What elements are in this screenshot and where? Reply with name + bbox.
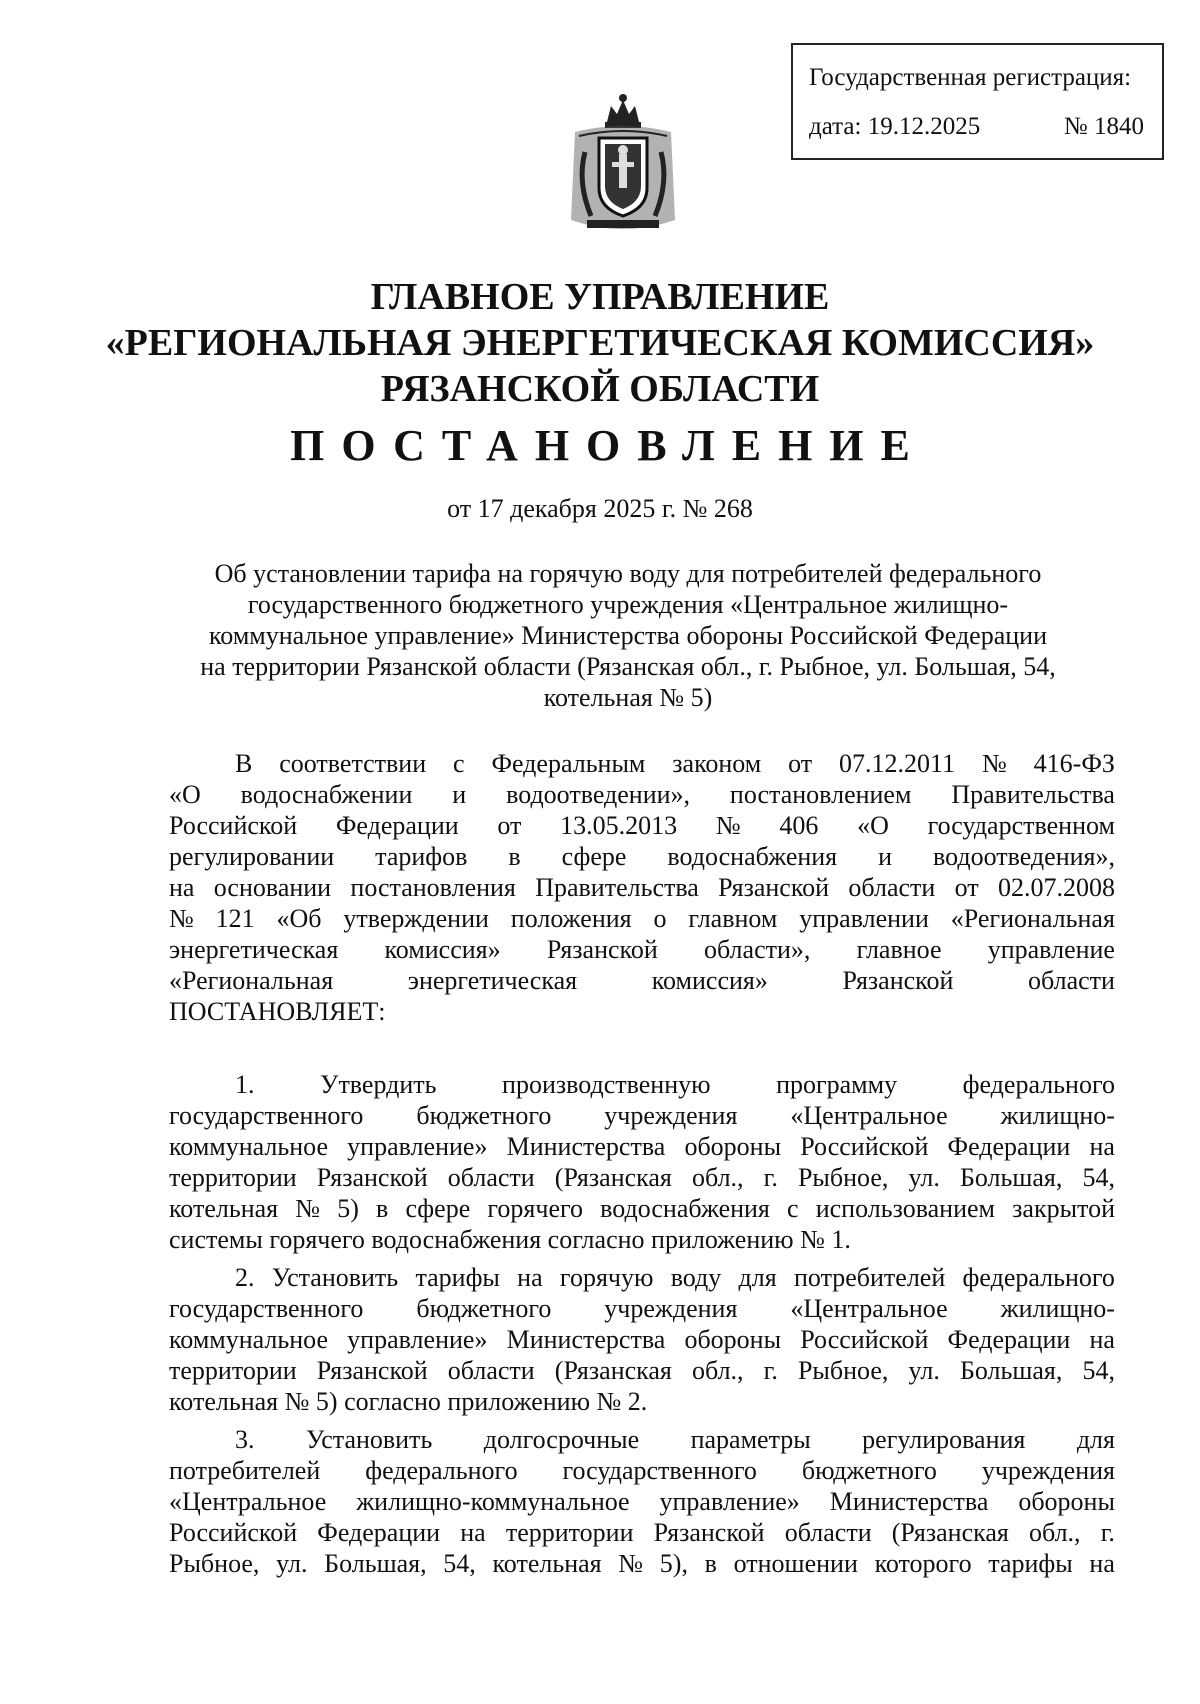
- word: постановлением: [729, 780, 912, 809]
- document-subject: [150, 558, 1106, 713]
- preamble-resolves: ПОСТАНОВЛЯЕТ:: [169, 997, 386, 1026]
- registration-number: № 1840: [1063, 113, 1144, 140]
- word: положения: [510, 904, 632, 933]
- word: ул.: [908, 1163, 940, 1192]
- word: жилищно-: [1000, 1101, 1115, 1130]
- word: от: [497, 811, 522, 840]
- word: которого: [874, 1549, 972, 1578]
- word: Большая,: [324, 1549, 427, 1578]
- word: обл.,: [691, 1163, 744, 1192]
- word: 2.: [235, 1263, 255, 1292]
- word: Правительства: [951, 780, 1115, 809]
- word: 406: [779, 811, 819, 840]
- word: параметры: [690, 1425, 811, 1454]
- word: «О: [857, 811, 889, 840]
- subject-line: коммунальное управление» Министерства обороны Российской Федерации: [209, 621, 1047, 650]
- word: использованием: [815, 1194, 995, 1223]
- word: Установить: [305, 1425, 433, 1454]
- registration-date: дата: 19.12.2025: [809, 113, 981, 140]
- word: в: [704, 1549, 717, 1578]
- word: территории: [505, 1518, 634, 1547]
- word: регулирования: [862, 1425, 1026, 1454]
- item-line: [169, 1293, 1115, 1324]
- item-line: [235, 1262, 1115, 1293]
- word: сфере: [405, 1194, 471, 1223]
- word: о: [653, 904, 667, 933]
- item-line: [169, 1355, 1115, 1386]
- preamble-line: [169, 965, 1115, 996]
- word: с: [787, 1194, 799, 1223]
- word: 5),: [659, 1549, 688, 1578]
- word: (Рязанская: [554, 1163, 672, 1192]
- word: 3.: [235, 1425, 255, 1454]
- word: «Региональная: [950, 904, 1115, 933]
- word: №: [981, 749, 1007, 778]
- item-line: [235, 1424, 1115, 1455]
- word: «Региональная: [169, 966, 334, 995]
- word: потребителей: [794, 1263, 946, 1292]
- word: Федеральным: [491, 749, 646, 778]
- preamble-line: [169, 872, 1115, 903]
- item-line: котельная № 5) согласно приложению № 2.: [169, 1387, 648, 1416]
- word: «Центральное: [790, 1101, 948, 1130]
- word: управление»: [347, 1325, 488, 1354]
- word: Рязанской: [316, 1356, 428, 1385]
- word: бюджетного: [416, 1101, 552, 1130]
- word: Российской: [169, 1518, 298, 1547]
- word: программу: [776, 1070, 898, 1099]
- word: области: [1028, 966, 1115, 995]
- word: территории: [169, 1163, 297, 1192]
- word: Рязанской: [653, 1518, 765, 1547]
- item-line: [169, 1100, 1115, 1131]
- word: энергетическая: [407, 966, 578, 995]
- word: соответствии: [279, 749, 427, 778]
- word: Российской: [800, 1325, 929, 1354]
- word: Федерации: [947, 1325, 1071, 1354]
- word: главном: [688, 904, 778, 933]
- word: г.: [763, 1163, 778, 1192]
- word: для: [738, 1263, 777, 1292]
- word: 07.12.2011: [839, 749, 956, 778]
- word: 54,: [443, 1549, 476, 1578]
- word: водоснабжении: [240, 780, 413, 809]
- word: области: [447, 1356, 535, 1385]
- word: жилищно-: [1000, 1294, 1115, 1323]
- word: с: [453, 749, 465, 778]
- word: №: [295, 1194, 321, 1223]
- word: учреждения: [981, 1456, 1115, 1485]
- word: (Рязанская: [554, 1356, 672, 1385]
- item-line: [169, 1517, 1115, 1548]
- word: «Центральное: [790, 1294, 948, 1323]
- word: государственного: [562, 1456, 757, 1485]
- word: Утвердить: [320, 1070, 437, 1099]
- word: Установить: [271, 1263, 399, 1292]
- word: жилищно-коммунальное: [356, 1487, 630, 1516]
- word: закрытой: [1012, 1194, 1115, 1223]
- word: на: [460, 1518, 486, 1547]
- word: сфере: [561, 842, 627, 871]
- word: от: [788, 749, 813, 778]
- word: для: [1076, 1425, 1115, 1454]
- agency-name-line1: ГЛАВНОЕ УПРАВЛЕНИЕ: [370, 276, 830, 318]
- registration-title: Государственная регистрация:: [809, 64, 1132, 91]
- preamble-line: [169, 779, 1115, 810]
- word: государственного: [169, 1101, 364, 1130]
- word: 5): [337, 1194, 359, 1223]
- word: 54,: [1082, 1356, 1115, 1385]
- word: управление»: [659, 1487, 800, 1516]
- word: Федерации: [335, 811, 459, 840]
- word: законом: [672, 749, 762, 778]
- word: области»,: [703, 935, 811, 964]
- word: Большая,: [959, 1163, 1063, 1192]
- word: котельная: [169, 1194, 279, 1223]
- word: Большая,: [959, 1356, 1063, 1385]
- word: тарифы: [415, 1263, 500, 1292]
- word: ул.: [908, 1356, 940, 1385]
- item-line: [235, 1069, 1115, 1100]
- item-line: [169, 1162, 1115, 1193]
- word: 416-ФЗ: [1033, 749, 1115, 778]
- subject-line: котельная № 5): [543, 683, 713, 712]
- word: г.: [763, 1356, 778, 1385]
- word: В: [235, 749, 253, 778]
- preamble-line: [169, 934, 1115, 965]
- word: на: [1089, 1132, 1115, 1161]
- word: Российской: [169, 811, 298, 840]
- word: федерального: [365, 1456, 518, 1485]
- item-line: [169, 1131, 1115, 1162]
- word: Министерства: [829, 1487, 989, 1516]
- word: регулировании: [169, 842, 335, 871]
- agency-name-line3: РЯЗАНСКОЙ ОБЛАСТИ: [380, 368, 820, 410]
- word: на: [1089, 1549, 1115, 1578]
- word: учреждения: [604, 1294, 738, 1323]
- word: в: [376, 1194, 389, 1223]
- word: водоснабжения: [667, 842, 838, 871]
- word: 13.05.2013: [560, 811, 678, 840]
- item-line: [169, 1486, 1115, 1517]
- item-line: [169, 1193, 1115, 1224]
- word: и: [878, 842, 893, 871]
- word: Рязанской: [842, 966, 954, 995]
- word: ул.: [276, 1549, 308, 1578]
- word: потребителей: [169, 1456, 321, 1485]
- word: бюджетного: [801, 1456, 937, 1485]
- word: федерального: [962, 1263, 1115, 1292]
- word: тарифов: [375, 842, 468, 871]
- preamble-line: [169, 903, 1115, 934]
- word: воду: [670, 1263, 722, 1292]
- word: «Центральное: [169, 1487, 327, 1516]
- item-line: [169, 1455, 1115, 1486]
- word: территории: [169, 1356, 297, 1385]
- word: основании: [213, 873, 332, 902]
- word: Рыбное,: [797, 1163, 889, 1192]
- word: г.: [1100, 1518, 1115, 1547]
- document-type: ПОСТАНОВЛЕНИЕ: [290, 421, 927, 470]
- word: управление»: [347, 1132, 488, 1161]
- word: котельная: [492, 1549, 602, 1578]
- preamble-line: [235, 748, 1115, 779]
- word: Рыбное,: [797, 1356, 889, 1385]
- word: (Рязанская: [891, 1518, 1009, 1547]
- word: обороны: [684, 1325, 782, 1354]
- word: утверждении: [343, 904, 489, 933]
- word: учреждения: [604, 1101, 738, 1130]
- word: водоотведения»,: [933, 842, 1115, 871]
- word: горячую: [559, 1263, 654, 1292]
- word: «Об: [276, 904, 322, 933]
- word: Министерства: [506, 1132, 666, 1161]
- word: федерального: [962, 1070, 1115, 1099]
- word: №: [169, 904, 194, 933]
- agency-name-line2: «РЕГИОНАЛЬНАЯ ЭНЕРГЕТИЧЕСКАЯ КОМИССИЯ»: [105, 322, 1095, 364]
- word: Федерации: [317, 1518, 441, 1547]
- word: Правительства: [535, 873, 699, 902]
- word: №: [618, 1549, 644, 1578]
- item-line: [169, 1548, 1115, 1579]
- word: горячего: [487, 1194, 583, 1223]
- word: водоснабжения: [600, 1194, 770, 1223]
- word: бюджетного: [416, 1294, 552, 1323]
- word: энергетическая: [169, 935, 339, 964]
- word: области: [848, 873, 936, 902]
- word: Федерации: [947, 1132, 1071, 1161]
- word: обл.,: [1029, 1518, 1081, 1547]
- word: управление: [987, 935, 1115, 964]
- coat-of-arms-icon: [565, 92, 681, 240]
- word: водоотведении»,: [506, 780, 691, 809]
- word: производственную: [502, 1070, 711, 1099]
- word: области: [447, 1163, 535, 1192]
- word: Российской: [800, 1132, 929, 1161]
- word: Министерства: [506, 1325, 666, 1354]
- word: 02.07.2008: [997, 873, 1115, 902]
- word: в: [508, 842, 521, 871]
- word: главное: [856, 935, 942, 964]
- preamble-line: [169, 841, 1115, 872]
- word: тарифы: [988, 1549, 1073, 1578]
- word: управлении: [799, 904, 929, 933]
- word: области: [784, 1518, 872, 1547]
- preamble-line: [169, 810, 1115, 841]
- word: на: [1089, 1325, 1115, 1354]
- word: обл.,: [691, 1356, 744, 1385]
- word: обороны: [1018, 1487, 1115, 1516]
- word: коммунальное: [169, 1132, 329, 1161]
- word: 121: [215, 904, 255, 933]
- word: Рязанской: [718, 873, 830, 902]
- word: 54,: [1082, 1163, 1115, 1192]
- registration-box: [791, 43, 1164, 160]
- word: постановления: [350, 873, 516, 902]
- word: обороны: [684, 1132, 782, 1161]
- word: отношении: [733, 1549, 858, 1578]
- word: долгосрочные: [483, 1425, 640, 1454]
- word: на: [169, 873, 195, 902]
- word: Рыбное,: [169, 1549, 260, 1578]
- item-line: системы горячего водоснабжения согласно приложению № 1.: [169, 1225, 851, 1254]
- word: Рязанской: [546, 935, 658, 964]
- word: и: [452, 780, 467, 809]
- subject-line: на территории Рязанской области (Рязанская обл., г. Рыбное, ул. Большая, 54,: [200, 652, 1056, 681]
- item-line: [169, 1324, 1115, 1355]
- document-date: от 17 декабря 2025 г. № 268: [447, 494, 753, 523]
- subject-line: Об установлении тарифа на горячую воду для потребителей федерального: [214, 559, 1042, 588]
- word: №: [715, 811, 741, 840]
- word: государственного: [169, 1294, 364, 1323]
- word: от: [954, 873, 979, 902]
- word: комиссия»: [651, 966, 768, 995]
- word: Рязанской: [316, 1163, 428, 1192]
- word: «О: [169, 780, 201, 809]
- word: комиссия»: [384, 935, 501, 964]
- word: государственном: [927, 811, 1115, 840]
- subject-line: государственного бюджетного учреждения «Центральное жилищно-: [247, 590, 1009, 619]
- word: 1.: [235, 1070, 255, 1099]
- word: коммунальное: [169, 1325, 329, 1354]
- word: на: [517, 1263, 543, 1292]
